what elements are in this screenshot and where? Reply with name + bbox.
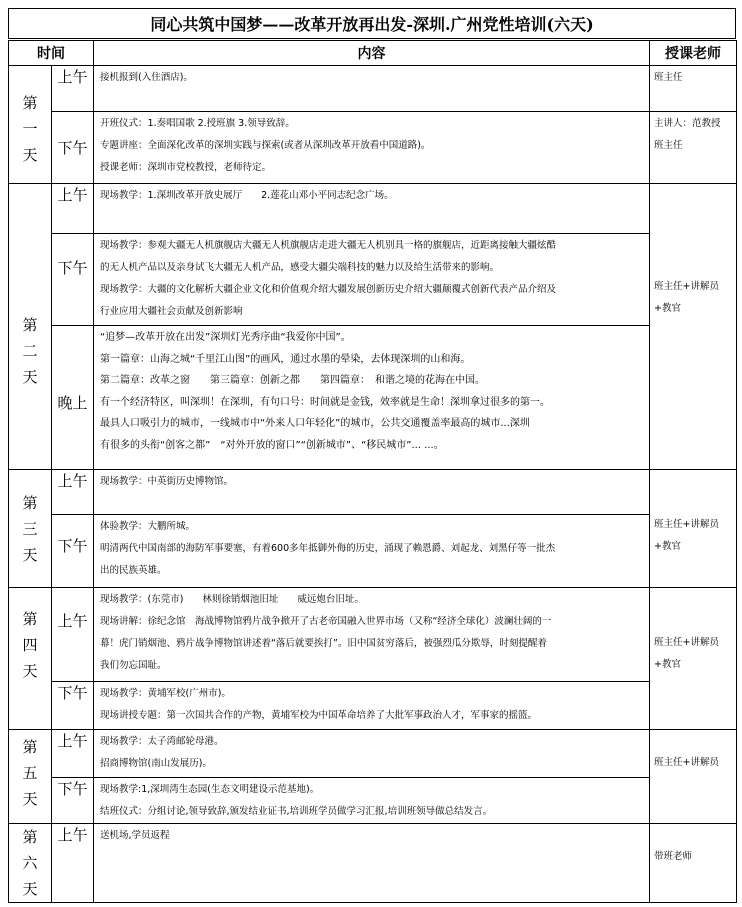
teacher-cell: 班主任+讲解员	[650, 730, 737, 824]
session-content: 现场教学：参观大疆无人机旗舰店大疆无人机旗舰店走进大疆无人机别具一格的旗舰店，近距离接触大疆炫酷 的无人机产品以及亲身试飞大疆无人机产品，感受大疆尖端科技的魅力以及给生活带来的影响。 现场教学：大疆的文化解析大疆企业文化和价值观介绍大疆发展创新历史介绍大疆颠覆式创新代表产品介绍及 行业应用大疆社会贡献及创新影响	[94, 234, 650, 326]
table-row	[9, 682, 737, 730]
session-content: 现场教学：中英街历史博物馆。	[94, 470, 650, 515]
slot-label: 下午	[52, 682, 94, 730]
session-content: 现场教学：1.深圳改革开放史展厅 2.莲花山邓小平同志纪念广场。	[94, 184, 650, 234]
day-label: 第四天	[9, 588, 52, 730]
teacher-cell: 班主任+讲解员+教官	[650, 184, 737, 470]
teacher-cell: 班主任	[650, 66, 737, 112]
slot-label: 下午	[52, 112, 94, 184]
table-row	[9, 778, 737, 824]
session-content: “追梦—改革开放在出发”深圳灯光秀序曲“我爱你中国”。 第一篇章：山海之城“千里江山图”的画风，通过水墨的晕染，去体现深圳的山和海。 第二篇章：改革之窗 第三篇章：创新之都 第四篇章： 和谐之境的花海在中国。 有一个经济特区，叫深圳！在深圳，有句口号：时间就是金钱，效率就是生命！深圳拿过很多的第一。 最具人口吸引力的城市，一线城市中“外来人口年轻化”的城市，公共交通覆盖率最高的城市...深圳 有很多的头衔“创客之都” “对外开放的窗口”“创新城市”、“移民城市”... ...。	[94, 326, 650, 470]
teacher-cell: 班主任+讲解员+教官	[650, 470, 737, 588]
slot-label: 上午	[52, 588, 94, 682]
slot-label: 下午	[52, 778, 94, 824]
header-teacher: 授课老师	[650, 41, 737, 66]
table-row	[9, 184, 737, 234]
slot-label: 晚上	[52, 326, 94, 470]
table-row	[9, 730, 737, 778]
session-content: 现场教学：太子湾邮轮母港。 招商博物馆(南山发展历)。	[94, 730, 650, 778]
table-row	[9, 66, 737, 112]
table-row	[9, 824, 737, 903]
session-content: 开班仪式：1.奏唱国歌 2.授班旗 3.领导致辞。 专题讲座：全面深化改革的深圳实践与探索(或者从深圳改革开放看中国道路)。 授课老师：深圳市党校教授，老师待定。	[94, 112, 650, 184]
session-content: 体验教学：大鹏所城。 明清两代中国南部的海防军事要塞，有着600多年抵御外侮的历史，涌现了赖恩爵、刘起龙、刘黑仔等一批杰 出的民族英雄。	[94, 515, 650, 588]
slot-label: 下午	[52, 515, 94, 588]
teacher-cell: 班主任+讲解员+教官	[650, 588, 737, 730]
table-row	[9, 234, 737, 326]
day-label: 第五天	[9, 730, 52, 824]
day-label: 第三天	[9, 470, 52, 588]
slot-label: 上午	[52, 66, 94, 112]
header-row	[9, 41, 737, 66]
table-row	[9, 112, 737, 184]
title-text: 同心共筑中国梦——改革开放再出发-深圳.广州党性培训(六天)	[150, 15, 594, 34]
session-content: 接机报到(入住酒店)。	[94, 66, 650, 112]
page-title	[8, 8, 736, 39]
session-content: 现场教学：(东莞市) 林则徐销烟池旧址 威远炮台旧址。 现场讲解：徐纪念馆 海战博物馆鸦片战争掀开了古老帝国融入世界市场（又称“经济全球化）波澜壮阔的一 幕！虎门销烟池、鸦片战争博物馆讲述着“落后就要挨打”。旧中国贫穷落后，被强烈瓜分欺辱，时刻提醒着 我们勿忘国耻。	[94, 588, 650, 682]
session-content: 送机场,学员返程	[94, 824, 650, 903]
teacher-cell: 带班老师	[650, 824, 737, 903]
slot-label: 上午	[52, 824, 94, 903]
header-content: 内容	[94, 41, 650, 66]
session-content: 现场教学：黄埔军校(广州市)。 现场讲授专题：第一次国共合作的产物，黄埔军校为中国革命培养了大批军事政治人才，军事家的摇篮。	[94, 682, 650, 730]
day-label: 第六天	[9, 824, 52, 903]
table-row	[9, 588, 737, 682]
session-content: 现场教学:1,深圳湾生态园(生态文明建设示范基地)。 结班仪式：分组讨论,领导致辞,颁发结业证书,培训班学员做学习汇报,培训班领导做总结发言。	[94, 778, 650, 824]
table-row	[9, 326, 737, 470]
table-row	[9, 470, 737, 515]
teacher-cell: 主讲人：范教授 班主任	[650, 112, 737, 184]
slot-label: 上午	[52, 730, 94, 778]
slot-label: 上午	[52, 184, 94, 234]
header-time: 时间	[9, 41, 94, 66]
day-label: 第二天	[9, 184, 52, 470]
day-label: 第一天	[9, 66, 52, 184]
slot-label: 下午	[52, 234, 94, 326]
table-row	[9, 515, 737, 588]
schedule-table	[8, 40, 737, 903]
slot-label: 上午	[52, 470, 94, 515]
